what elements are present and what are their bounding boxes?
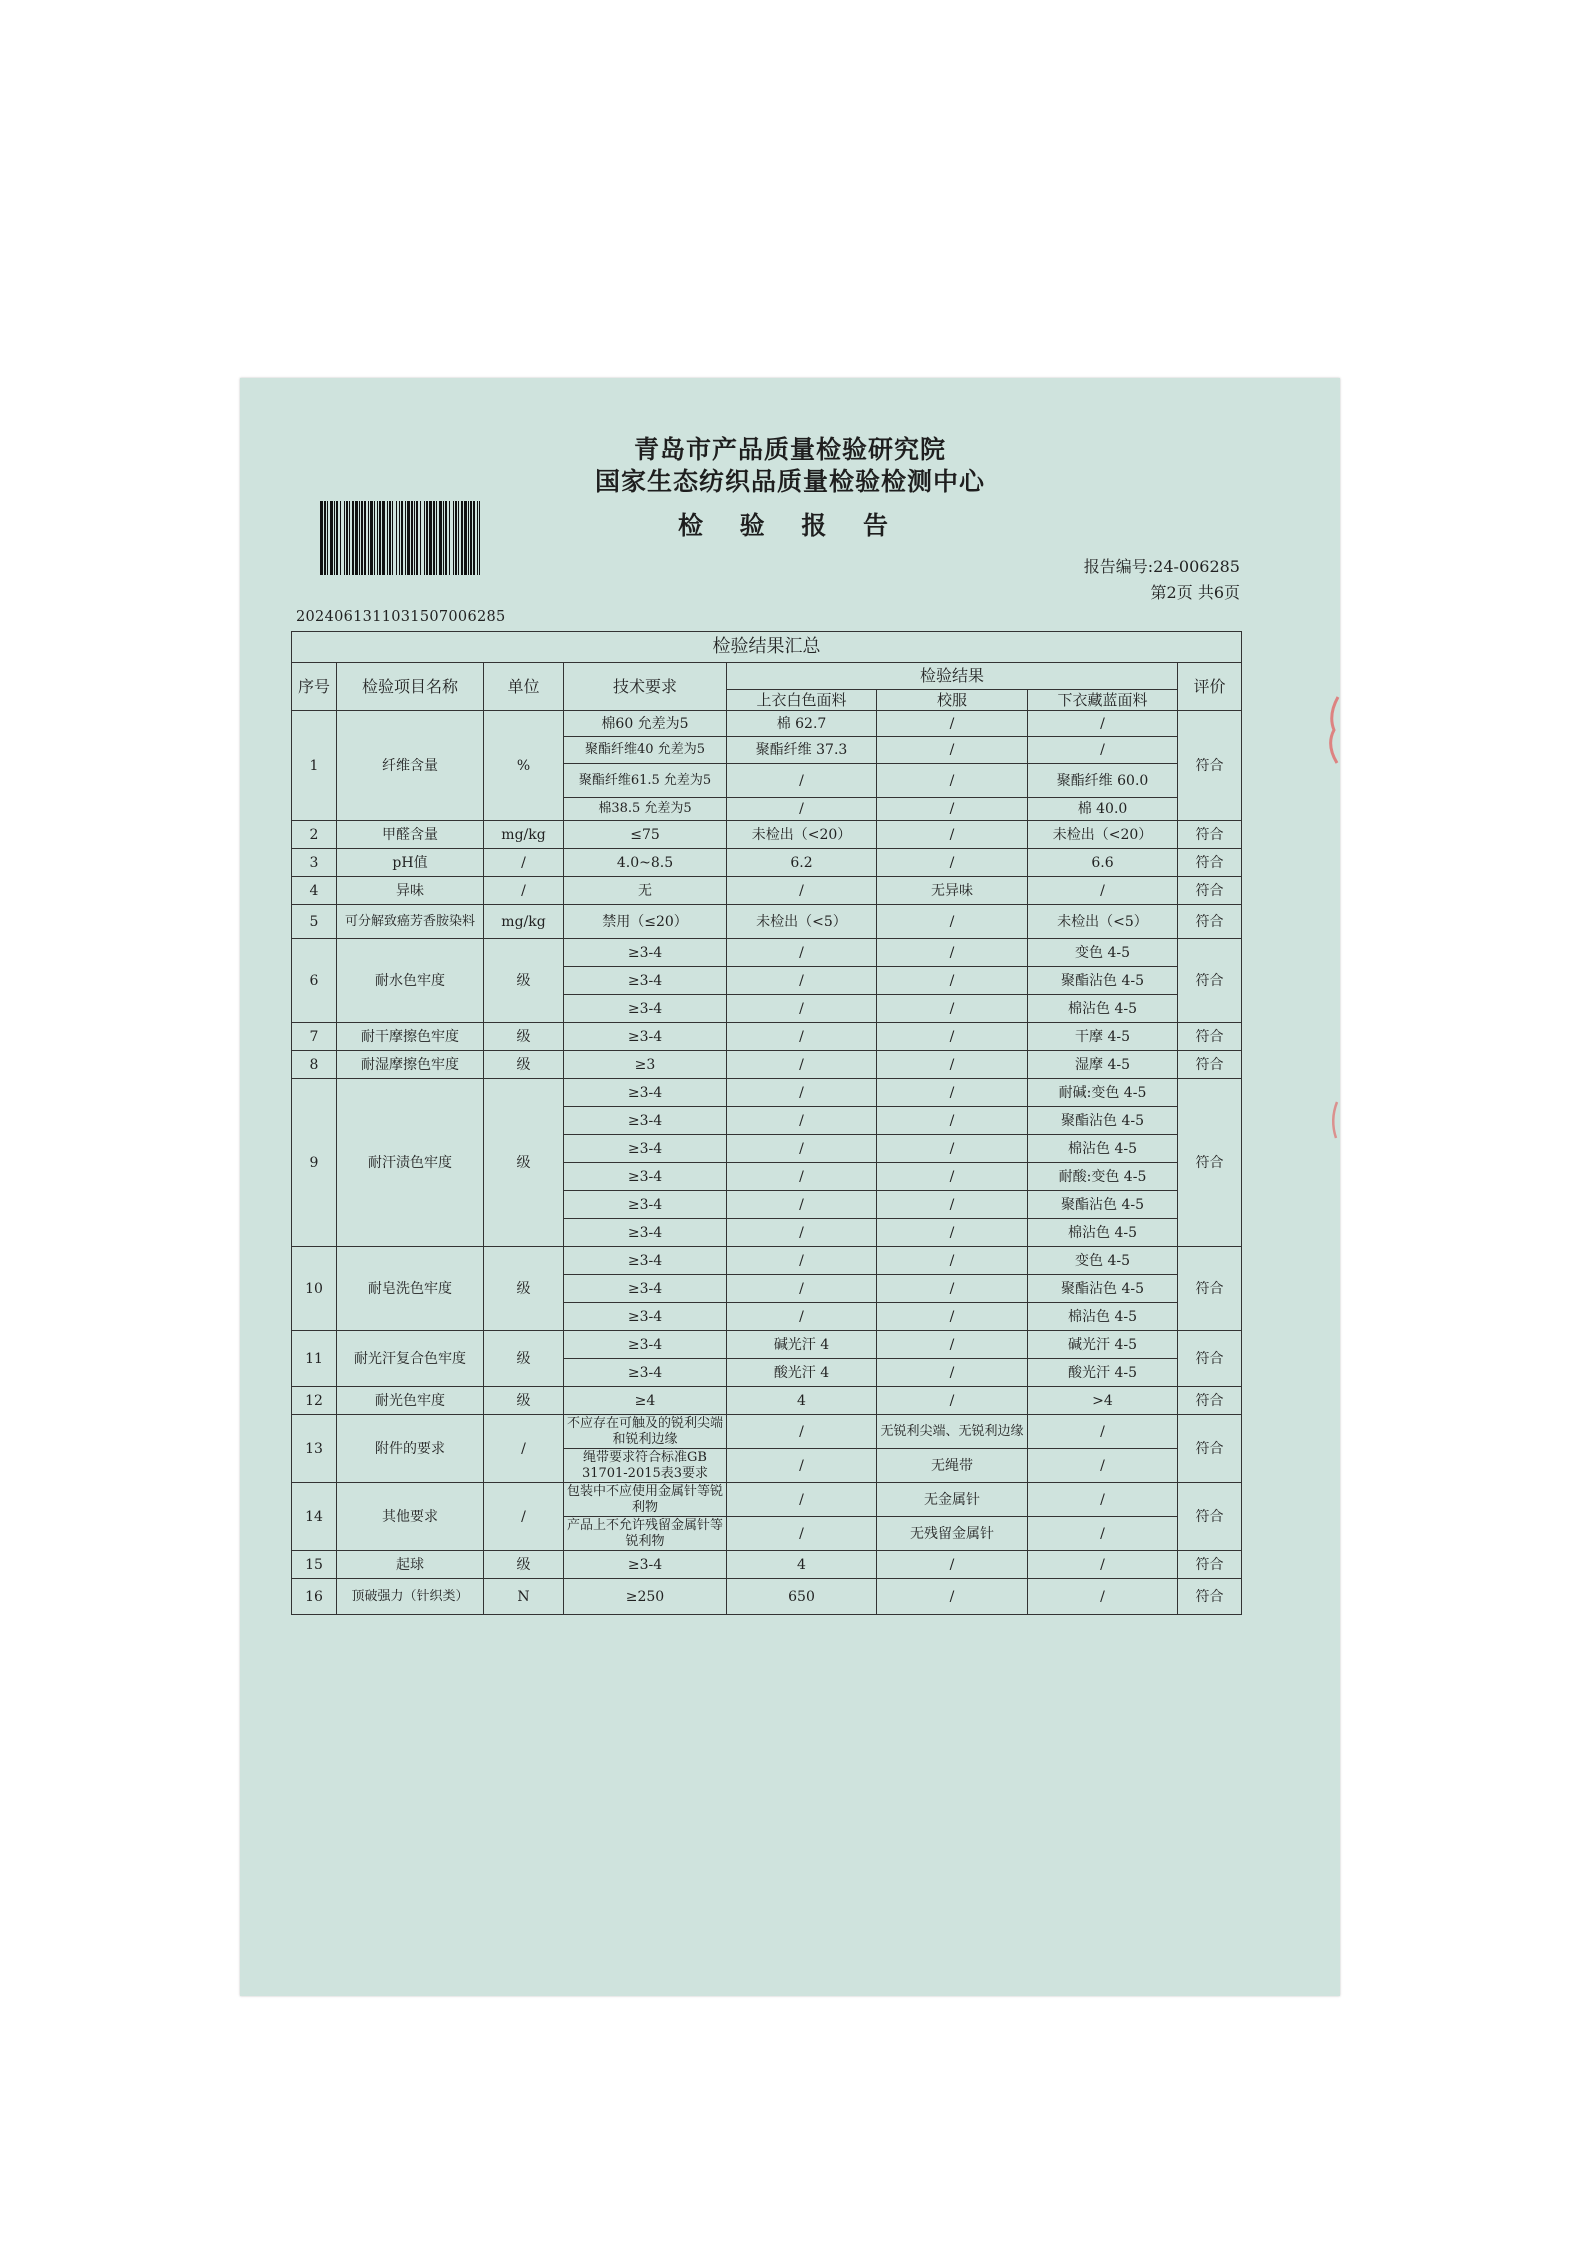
row-result-a: 未检出（<20） (727, 821, 877, 849)
row-result-c: 干摩 4-5 (1028, 1023, 1178, 1051)
row-requirement: 聚酯纤维40 允差为5 (564, 737, 727, 764)
row-result-b: / (877, 1331, 1028, 1359)
row-result-c: 聚酯沾色 4-5 (1028, 1191, 1178, 1219)
row-result-a: / (727, 1247, 877, 1275)
row-seq: 1 (292, 711, 337, 821)
row-result-b: / (877, 1551, 1028, 1579)
row-result-c: / (1028, 737, 1178, 764)
row-result-c: / (1028, 1483, 1178, 1517)
row-result-a: / (727, 1163, 877, 1191)
row-seq: 5 (292, 905, 337, 939)
row-evaluation: 符合 (1178, 849, 1242, 877)
row-result-a: / (727, 995, 877, 1023)
row-result-b: / (877, 905, 1028, 939)
row-result-a: / (727, 877, 877, 905)
row-seq: 2 (292, 821, 337, 849)
row-result-b: / (877, 1107, 1028, 1135)
table-row (292, 1023, 1242, 1051)
row-item-name: 异味 (337, 877, 484, 905)
row-result-b: / (877, 1219, 1028, 1247)
table-row (292, 1331, 1242, 1359)
row-requirement: ≥3-4 (564, 1303, 727, 1331)
row-result-b: 无锐利尖端、无锐利边缘 (877, 1415, 1028, 1449)
row-result-a: / (727, 1023, 877, 1051)
row-result-c: / (1028, 1551, 1178, 1579)
row-result-b: / (877, 1579, 1028, 1615)
row-result-a: 碱光汗 4 (727, 1331, 877, 1359)
row-result-b: / (877, 1303, 1028, 1331)
red-stamp-mark-icon (1327, 1100, 1339, 1140)
row-result-b: 无残留金属针 (877, 1517, 1028, 1551)
row-item-name: 起球 (337, 1551, 484, 1579)
row-result-a: / (727, 764, 877, 798)
barcode-number: 20240613110315070062​85 (296, 609, 506, 625)
row-seq: 11 (292, 1331, 337, 1387)
row-unit: mg/kg (484, 821, 564, 849)
row-evaluation: 符合 (1178, 1331, 1242, 1387)
row-result-a: / (727, 1275, 877, 1303)
row-seq: 3 (292, 849, 337, 877)
row-result-b: / (877, 1023, 1028, 1051)
row-seq: 10 (292, 1247, 337, 1331)
table-row (292, 1551, 1242, 1579)
row-result-b: / (877, 1191, 1028, 1219)
row-result-a: / (727, 939, 877, 967)
row-result-a: / (727, 1191, 877, 1219)
row-result-a: 棉 62.7 (727, 711, 877, 737)
row-evaluation: 符合 (1178, 1247, 1242, 1331)
table-row (292, 877, 1242, 905)
row-result-c: 6.6 (1028, 849, 1178, 877)
table-caption: 检验结果汇总 (292, 632, 1242, 663)
table-row (292, 1579, 1242, 1615)
header-col-b: 校服 (877, 690, 1028, 711)
row-result-b: / (877, 1135, 1028, 1163)
row-requirement: ≥250 (564, 1579, 727, 1615)
row-result-a: / (727, 1483, 877, 1517)
row-item-name: 耐干摩擦色牢度 (337, 1023, 484, 1051)
row-result-c: 棉 40.0 (1028, 798, 1178, 821)
row-requirement: ≥3-4 (564, 1023, 727, 1051)
row-unit: 级 (484, 1387, 564, 1415)
row-result-a: 4 (727, 1551, 877, 1579)
header-seq: 序号 (292, 663, 337, 711)
row-result-b: / (877, 849, 1028, 877)
row-result-c: 棉沾色 4-5 (1028, 1135, 1178, 1163)
row-unit: 级 (484, 1023, 564, 1051)
row-result-c: 未检出（<20） (1028, 821, 1178, 849)
row-seq: 13 (292, 1415, 337, 1483)
row-evaluation: 符合 (1178, 1579, 1242, 1615)
row-unit: 级 (484, 1247, 564, 1331)
row-evaluation: 符合 (1178, 1551, 1242, 1579)
row-requirement: 不应存在可触及的锐利尖端和锐利边缘 (564, 1415, 727, 1449)
row-result-c: / (1028, 1579, 1178, 1615)
row-result-c: 聚酯沾色 4-5 (1028, 1107, 1178, 1135)
row-unit: / (484, 849, 564, 877)
row-evaluation: 符合 (1178, 1079, 1242, 1247)
header-unit: 单位 (484, 663, 564, 711)
report-page (240, 378, 1340, 1996)
table-row (292, 905, 1242, 939)
header-eval: 评价 (1178, 663, 1242, 711)
table-row (292, 711, 1242, 737)
row-evaluation: 符合 (1178, 939, 1242, 1023)
row-result-c: 聚酯纤维 60.0 (1028, 764, 1178, 798)
row-item-name: 可分解致癌芳香胺染料 (337, 905, 484, 939)
row-result-c: 酸光汗 4-5 (1028, 1359, 1178, 1387)
row-result-b: / (877, 821, 1028, 849)
row-result-a: / (727, 798, 877, 821)
row-requirement: ≥3-4 (564, 1359, 727, 1387)
row-requirement: 无 (564, 877, 727, 905)
row-result-b: / (877, 737, 1028, 764)
row-result-c: 聚酯沾色 4-5 (1028, 967, 1178, 995)
row-seq: 16 (292, 1579, 337, 1615)
row-evaluation: 符合 (1178, 877, 1242, 905)
row-item-name: 纤维含量 (337, 711, 484, 821)
row-requirement: 聚酯纤维61.5 允差为5 (564, 764, 727, 798)
row-evaluation: 符合 (1178, 711, 1242, 821)
row-requirement: ≥3-4 (564, 939, 727, 967)
row-item-name: pH值 (337, 849, 484, 877)
row-result-b: / (877, 939, 1028, 967)
row-result-a: / (727, 1219, 877, 1247)
row-unit: 级 (484, 1051, 564, 1079)
header-req: 技术要求 (564, 663, 727, 711)
row-result-a: / (727, 1415, 877, 1449)
page-number: 第2页 共6页 (1150, 583, 1240, 602)
row-result-a: / (727, 1449, 877, 1483)
row-item-name: 耐皂洗色牢度 (337, 1247, 484, 1331)
row-evaluation: 符合 (1178, 1483, 1242, 1551)
row-result-c: 棉沾色 4-5 (1028, 995, 1178, 1023)
row-result-b: / (877, 764, 1028, 798)
row-item-name: 耐水色牢度 (337, 939, 484, 1023)
row-result-a: / (727, 1517, 877, 1551)
row-seq: 8 (292, 1051, 337, 1079)
row-item-name: 耐汗渍色牢度 (337, 1079, 484, 1247)
table-row (292, 1483, 1242, 1517)
org-name-line1: 青岛市产品质量检验研究院 (633, 435, 946, 464)
row-unit: N (484, 1579, 564, 1615)
row-unit: 级 (484, 1551, 564, 1579)
row-result-b: / (877, 967, 1028, 995)
row-result-a: / (727, 967, 877, 995)
row-result-b: / (877, 1275, 1028, 1303)
table-row (292, 1079, 1242, 1107)
table-row (292, 1387, 1242, 1415)
row-result-b: / (877, 711, 1028, 737)
row-requirement: ≥3-4 (564, 1275, 727, 1303)
row-result-a: 650 (727, 1579, 877, 1615)
row-result-a: / (727, 1107, 877, 1135)
row-result-c: 未检出（<5） (1028, 905, 1178, 939)
row-requirement: 禁用（≤20） (564, 905, 727, 939)
row-seq: 15 (292, 1551, 337, 1579)
header-item: 检验项目名称 (337, 663, 484, 711)
row-requirement: 绳带要求符合标准GB 31701-2015表3要求 (564, 1449, 727, 1483)
row-item-name: 耐湿摩擦色牢度 (337, 1051, 484, 1079)
row-result-c: 变色 4-5 (1028, 1247, 1178, 1275)
row-result-b: / (877, 1359, 1028, 1387)
row-result-c: / (1028, 877, 1178, 905)
row-result-b: / (877, 1051, 1028, 1079)
row-result-a: / (727, 1079, 877, 1107)
row-evaluation: 符合 (1178, 1023, 1242, 1051)
row-result-c: 耐碱:变色 4-5 (1028, 1079, 1178, 1107)
row-result-b: 无金属针 (877, 1483, 1028, 1517)
row-result-b: 无绳带 (877, 1449, 1028, 1483)
row-evaluation: 符合 (1178, 1415, 1242, 1483)
results-table (291, 631, 1242, 1615)
row-seq: 9 (292, 1079, 337, 1247)
row-requirement: 产品上不允许残留金属针等锐利物 (564, 1517, 727, 1551)
row-result-b: / (877, 1247, 1028, 1275)
row-result-c: / (1028, 1517, 1178, 1551)
row-seq: 7 (292, 1023, 337, 1051)
row-result-b: / (877, 1163, 1028, 1191)
row-result-b: / (877, 1079, 1028, 1107)
table-row (292, 1247, 1242, 1275)
row-seq: 6 (292, 939, 337, 1023)
row-item-name: 耐光色牢度 (337, 1387, 484, 1415)
row-requirement: ≥3-4 (564, 1247, 727, 1275)
row-requirement: 棉38.5 允差为5 (564, 798, 727, 821)
row-requirement: ≥3-4 (564, 1551, 727, 1579)
row-result-a: 6.2 (727, 849, 877, 877)
row-requirement: ≥4 (564, 1387, 727, 1415)
table-row (292, 1415, 1242, 1449)
row-requirement: ≥3-4 (564, 1331, 727, 1359)
row-unit: / (484, 1483, 564, 1551)
row-evaluation: 符合 (1178, 1387, 1242, 1415)
row-result-b: / (877, 995, 1028, 1023)
row-result-a: 酸光汗 4 (727, 1359, 877, 1387)
row-seq: 4 (292, 877, 337, 905)
row-unit: / (484, 877, 564, 905)
report-number: 报告编号:24-006285 (1083, 557, 1240, 576)
row-item-name: 顶破强力（针织类） (337, 1579, 484, 1615)
row-result-a: / (727, 1303, 877, 1331)
row-unit: % (484, 711, 564, 821)
row-result-a: 未检出（<5） (727, 905, 877, 939)
row-unit: 级 (484, 939, 564, 1023)
row-result-a: 聚酯纤维 37.3 (727, 737, 877, 764)
row-item-name: 其他要求 (337, 1483, 484, 1551)
row-requirement: ≥3-4 (564, 1135, 727, 1163)
row-unit: mg/kg (484, 905, 564, 939)
report-title: 检 验 报 告 (677, 511, 903, 540)
row-result-c: 棉沾色 4-5 (1028, 1219, 1178, 1247)
row-result-c: / (1028, 1415, 1178, 1449)
row-unit: 级 (484, 1079, 564, 1247)
row-requirement: ≥3-4 (564, 1163, 727, 1191)
org-name-line2: 国家生态纺织品质量检验检测中心 (594, 467, 985, 496)
row-result-c: >4 (1028, 1387, 1178, 1415)
row-seq: 14 (292, 1483, 337, 1551)
row-evaluation: 符合 (1178, 1051, 1242, 1079)
row-evaluation: 符合 (1178, 821, 1242, 849)
row-result-b: 无异味 (877, 877, 1028, 905)
row-requirement: ≥3-4 (564, 995, 727, 1023)
row-requirement: 4.0~8.5 (564, 849, 727, 877)
row-result-c: 碱光汗 4-5 (1028, 1331, 1178, 1359)
row-result-c: 耐酸:变色 4-5 (1028, 1163, 1178, 1191)
row-requirement: 包装中不应使用金属针等锐利物 (564, 1483, 727, 1517)
row-item-name: 耐光汗复合色牢度 (337, 1331, 484, 1387)
row-result-b: / (877, 1387, 1028, 1415)
header-col-c: 下衣藏蓝面料 (1028, 690, 1178, 711)
red-stamp-edge-icon (1324, 695, 1340, 765)
row-result-a: 4 (727, 1387, 877, 1415)
row-requirement: ≥3 (564, 1051, 727, 1079)
row-result-c: 棉沾色 4-5 (1028, 1303, 1178, 1331)
row-requirement: ≥3-4 (564, 1079, 727, 1107)
table-row (292, 939, 1242, 967)
row-requirement: ≤75 (564, 821, 727, 849)
row-unit: 级 (484, 1331, 564, 1387)
header-col-a: 上衣白色面料 (727, 690, 877, 711)
row-result-c: 变色 4-5 (1028, 939, 1178, 967)
row-evaluation: 符合 (1178, 905, 1242, 939)
row-result-a: / (727, 1051, 877, 1079)
header-result: 检验结果 (727, 663, 1178, 690)
table-row (292, 821, 1242, 849)
row-unit: / (484, 1415, 564, 1483)
row-result-c: / (1028, 711, 1178, 737)
row-item-name: 附件的要求 (337, 1415, 484, 1483)
row-requirement: 棉60 允差为5 (564, 711, 727, 737)
row-result-c: / (1028, 1449, 1178, 1483)
table-row (292, 849, 1242, 877)
row-requirement: ≥3-4 (564, 967, 727, 995)
row-result-c: 湿摩 4-5 (1028, 1051, 1178, 1079)
row-item-name: 甲醛含量 (337, 821, 484, 849)
row-requirement: ≥3-4 (564, 1191, 727, 1219)
row-requirement: ≥3-4 (564, 1107, 727, 1135)
row-result-c: 聚酯沾色 4-5 (1028, 1275, 1178, 1303)
row-seq: 12 (292, 1387, 337, 1415)
row-requirement: ≥3-4 (564, 1219, 727, 1247)
table-row (292, 1051, 1242, 1079)
row-result-a: / (727, 1135, 877, 1163)
row-result-b: / (877, 798, 1028, 821)
